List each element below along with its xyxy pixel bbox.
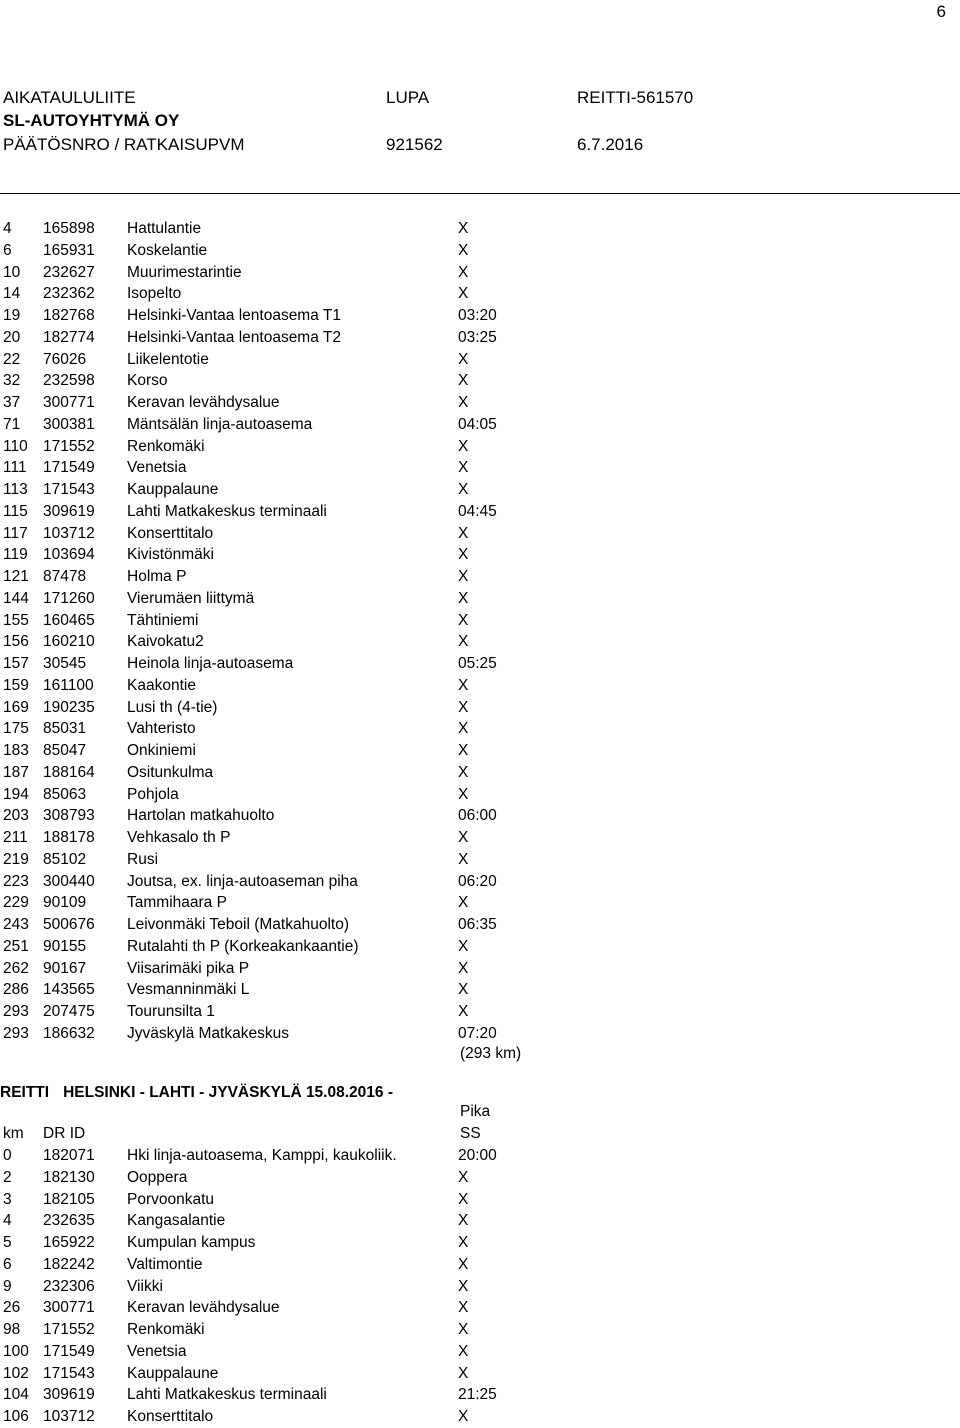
header-decision-number: 921562 (386, 135, 443, 154)
stop-time: X (458, 1277, 469, 1295)
stop-time: 05:25 (458, 655, 497, 672)
table-row (0, 1232, 960, 1254)
route2-heading (0, 1084, 407, 1102)
stop-km: 106 (3, 1408, 29, 1425)
column-header-dr-id: DR ID (43, 1125, 86, 1142)
stop-name: Keravan levähdysalue (127, 1299, 280, 1317)
stop-name: Rutalahti th P (Korkeakankaantie) (127, 937, 359, 955)
route2-title: HELSINKI - LAHTI - JYVÄSKYLÄ 15.08.2016 - (63, 1084, 393, 1101)
table-row (0, 501, 960, 523)
stop-name: Vierumäen liittymä (127, 589, 255, 607)
stop-id: 232306 (43, 1277, 95, 1295)
stop-km: 10 (3, 263, 21, 281)
stop-km: 4 (3, 220, 12, 237)
table-row (0, 1167, 960, 1189)
stop-time: X (458, 1168, 469, 1186)
stop-km: 102 (3, 1364, 29, 1382)
stop-km: 71 (3, 415, 21, 433)
stop-km: 157 (3, 655, 29, 672)
table-row (0, 958, 960, 980)
header-decision-label: PÄÄTÖSNRO / RATKAISUPVM (3, 135, 245, 154)
stop-id: 232598 (43, 372, 95, 390)
stop-time: X (458, 459, 469, 477)
stop-id: 171543 (43, 481, 95, 498)
table-row (0, 697, 960, 719)
stop-km: 156 (3, 633, 29, 651)
stop-name: Keravan levähdysalue (127, 394, 280, 411)
stop-id: 160210 (43, 633, 95, 651)
table-row (0, 1341, 960, 1363)
stop-name: Heinola linja-autoasema (127, 655, 294, 672)
stop-time: X (458, 241, 469, 259)
table-row (0, 784, 960, 806)
table-row (0, 414, 960, 436)
stop-id: 160465 (43, 611, 95, 629)
table-row (0, 653, 960, 675)
stop-id: 232362 (43, 285, 95, 303)
stop-km: 223 (3, 872, 29, 890)
table-row (0, 392, 960, 414)
stop-id: 182105 (43, 1190, 95, 1208)
stop-id: 165931 (43, 241, 95, 259)
table-row (0, 827, 960, 849)
stop-time: X (458, 263, 469, 281)
stop-id: 165898 (43, 220, 95, 237)
stop-km: 113 (3, 481, 28, 498)
stop-time: X (458, 1234, 469, 1251)
stop-km: 98 (3, 1321, 21, 1338)
stop-time: X (458, 785, 469, 803)
table-row (0, 544, 960, 566)
stop-time: X (458, 437, 469, 455)
stop-time: X (458, 720, 469, 738)
stop-name: Mäntsälän linja-autoasema (127, 415, 313, 433)
stop-name: Kaakontie (127, 676, 196, 694)
stop-name: Vahteristo (127, 720, 196, 738)
stop-name: Pohjola (127, 785, 179, 803)
stop-id: 188178 (43, 829, 95, 846)
stop-time: X (458, 1212, 469, 1230)
stop-id: 85063 (43, 785, 87, 803)
stop-km: 121 (3, 568, 29, 585)
stop-km: 6 (3, 241, 12, 259)
stop-time: X (458, 589, 469, 607)
table-row (0, 936, 960, 958)
table-row (0, 1276, 960, 1298)
stop-name: Konserttitalo (127, 524, 214, 542)
stop-km: 2 (3, 1168, 12, 1186)
stop-time: X (458, 1321, 469, 1338)
stop-id: 85031 (43, 720, 87, 738)
table-row (0, 240, 960, 262)
header-divider (0, 193, 960, 194)
stop-time: X (458, 1190, 469, 1208)
stop-km: 6 (3, 1255, 12, 1273)
stop-id: 90167 (43, 959, 87, 977)
stop-time: X (458, 350, 469, 368)
stop-id: 30545 (43, 655, 87, 672)
stop-time: X (458, 937, 469, 955)
stop-id: 161100 (43, 676, 94, 694)
stop-name: Lahti Matkakeskus terminaali (127, 502, 327, 520)
stop-time: X (458, 611, 469, 629)
stop-id: 500676 (43, 916, 95, 933)
stop-km: 219 (3, 850, 29, 868)
table-row (0, 349, 960, 371)
stop-id: 143565 (43, 981, 95, 999)
stop-km: 100 (3, 1342, 29, 1360)
table-row (0, 871, 960, 893)
stop-id: 232635 (43, 1212, 95, 1230)
stop-km: 26 (3, 1299, 21, 1317)
stop-km: 262 (3, 959, 29, 977)
stop-id: 171549 (43, 459, 95, 477)
stop-id: 190235 (43, 698, 95, 716)
stop-time: X (458, 742, 469, 759)
stop-time: X (458, 676, 469, 694)
stop-time: X (458, 546, 469, 564)
stop-id: 165922 (43, 1234, 95, 1251)
stop-km: 194 (3, 785, 29, 803)
table-row (0, 218, 960, 240)
table-row (0, 979, 960, 1001)
column-header-ss: SS (460, 1125, 481, 1142)
table-row (0, 762, 960, 784)
stop-id: 182071 (43, 1147, 95, 1164)
stop-km: 119 (3, 546, 28, 564)
column-header-pika: Pika (460, 1103, 491, 1120)
stop-time: X (458, 894, 469, 912)
stop-id: 188164 (43, 763, 95, 781)
table-row (0, 1406, 960, 1428)
stop-km: 251 (3, 937, 29, 955)
stop-name: Tammihaara P (127, 894, 227, 912)
stop-name: Porvoonkatu (127, 1190, 215, 1208)
stop-time: 04:45 (458, 502, 497, 520)
stop-time: 07:20 (458, 1024, 497, 1042)
stop-name: Kaivokatu2 (127, 633, 204, 651)
stop-id: 182774 (43, 328, 95, 346)
stop-id: 90109 (43, 894, 87, 912)
stop-km: 155 (3, 611, 29, 629)
stop-km: 14 (3, 285, 21, 303)
total-distance: (293 km) (460, 1045, 522, 1062)
stop-id: 186632 (43, 1024, 95, 1042)
stop-time: X (458, 698, 469, 716)
stop-name: Vehkasalo th P (127, 829, 231, 846)
table-row (0, 523, 960, 545)
stop-id: 171552 (43, 1321, 95, 1338)
stop-km: 111 (3, 459, 27, 477)
stop-time: X (458, 285, 469, 303)
stop-name: Konserttitalo (127, 1408, 214, 1425)
table-row (0, 1384, 960, 1406)
table-row (0, 610, 960, 632)
table-row (0, 849, 960, 871)
stop-name: Kivistönmäki (127, 546, 214, 564)
table-row (0, 1001, 960, 1023)
table-row (0, 892, 960, 914)
stop-id: 103712 (43, 524, 95, 542)
stop-time: 04:05 (458, 415, 497, 433)
stop-name: Joutsa, ex. linja-autoaseman piha (127, 872, 358, 890)
stop-km: 3 (3, 1190, 12, 1208)
table-row (0, 1363, 960, 1385)
stop-id: 182130 (43, 1168, 95, 1186)
stop-id: 171260 (43, 589, 95, 607)
stop-time: X (458, 1299, 469, 1317)
stop-name: Koskelantie (127, 241, 208, 259)
stop-time: 03:20 (458, 307, 497, 324)
stop-id: 300381 (43, 415, 95, 433)
stop-km: 5 (3, 1234, 12, 1251)
stop-time: X (458, 220, 469, 237)
stop-id: 76026 (43, 350, 87, 368)
header-decision-date: 6.7.2016 (577, 135, 644, 154)
stop-km: 175 (3, 720, 29, 738)
table-row (0, 1210, 960, 1232)
stop-km: 293 (3, 1024, 29, 1042)
table-row (0, 1145, 960, 1167)
stop-id: 85047 (43, 742, 87, 759)
stop-name: Viikki (127, 1277, 163, 1295)
stop-km: 4 (3, 1212, 12, 1230)
table-row (0, 457, 960, 479)
stop-time: 21:25 (458, 1386, 497, 1404)
stop-name: Hattulantie (127, 220, 202, 237)
table-row (0, 436, 960, 458)
table-row (0, 370, 960, 392)
stop-time: X (458, 981, 469, 999)
stop-name: Onkiniemi (127, 742, 196, 759)
stop-time: X (458, 394, 469, 411)
stop-time: X (458, 1342, 469, 1360)
stop-km: 115 (3, 502, 28, 520)
stop-km: 32 (3, 372, 21, 390)
stop-time: X (458, 763, 469, 781)
stop-km: 187 (3, 763, 29, 781)
stop-name: Lahti Matkakeskus terminaali (127, 1386, 327, 1404)
table-row (0, 479, 960, 501)
stop-time: X (458, 568, 469, 585)
table-row (0, 914, 960, 936)
stop-name: Venetsia (127, 459, 187, 477)
stop-id: 232627 (43, 263, 95, 281)
table-row (0, 631, 960, 653)
stop-km: 37 (3, 394, 21, 411)
table-row (0, 1319, 960, 1341)
stop-km: 243 (3, 916, 29, 933)
table-row (0, 718, 960, 740)
stop-id: 207475 (43, 1003, 95, 1020)
stop-km: 286 (3, 981, 29, 999)
table-row (0, 588, 960, 610)
stop-name: Muurimestarintie (127, 263, 242, 281)
stop-name: Lusi th (4-tie) (127, 698, 218, 716)
stop-id: 308793 (43, 807, 95, 825)
stop-id: 300771 (43, 394, 95, 411)
stop-km: 169 (3, 698, 29, 716)
stop-id: 300771 (43, 1299, 95, 1317)
stop-list-route2 (0, 1145, 960, 1428)
stop-name: Kumpulan kampus (127, 1234, 256, 1251)
stop-name: Helsinki-Vantaa lentoasema T1 (127, 307, 341, 324)
route2-label: REITTI (0, 1084, 50, 1101)
stop-name: Kauppalaune (127, 1364, 219, 1382)
table-row (0, 1297, 960, 1319)
stop-time: X (458, 524, 469, 542)
stop-name: Tähtiniemi (127, 611, 199, 629)
stop-name: Kauppalaune (127, 481, 219, 498)
stop-time: X (458, 829, 469, 846)
stop-name: Liikelentotie (127, 350, 209, 368)
stop-name: Ooppera (127, 1168, 188, 1186)
stop-list-route1 (0, 218, 960, 1045)
stop-km: 159 (3, 676, 29, 694)
stop-name: Kangasalantie (127, 1212, 226, 1230)
header-company: SL-AUTOYHTYMÄ OY (3, 111, 180, 130)
stop-time: X (458, 1408, 469, 1425)
stop-km: 9 (3, 1277, 12, 1295)
stop-time: 20:00 (458, 1147, 497, 1164)
stop-km: 144 (3, 589, 29, 607)
stop-id: 90155 (43, 937, 87, 955)
stop-name: Helsinki-Vantaa lentoasema T2 (127, 328, 341, 346)
stop-name: Korso (127, 372, 168, 390)
stop-km: 117 (3, 524, 28, 542)
stop-name: Hki linja-autoasema, Kamppi, kaukoliik. (127, 1147, 397, 1164)
stop-time: X (458, 850, 469, 868)
stop-km: 104 (3, 1386, 29, 1404)
stop-km: 20 (3, 328, 21, 346)
stop-name: Renkomäki (127, 437, 205, 455)
stop-name: Leivonmäki Teboil (Matkahuolto) (127, 916, 349, 933)
header-route-id: REITTI-561570 (577, 88, 694, 107)
table-row (0, 566, 960, 588)
stop-km: 22 (3, 350, 21, 368)
stop-id: 309619 (43, 502, 95, 520)
stop-name: Hartolan matkahuolto (127, 807, 275, 825)
stop-name: Vesmanninmäki L (127, 981, 250, 999)
table-row (0, 305, 960, 327)
stop-name: Renkomäki (127, 1321, 205, 1338)
stop-km: 203 (3, 807, 29, 825)
stop-name: Jyväskylä Matkakeskus (127, 1024, 289, 1042)
stop-km: 211 (3, 829, 28, 846)
stop-time: X (458, 481, 469, 498)
stop-time: X (458, 372, 469, 390)
stop-id: 171543 (43, 1364, 95, 1382)
stop-name: Tourunsilta 1 (127, 1003, 215, 1020)
stop-id: 300440 (43, 872, 95, 890)
stop-name: Valtimontie (127, 1255, 203, 1273)
table-row (0, 283, 960, 305)
table-row (0, 1254, 960, 1276)
stop-time: X (458, 1003, 469, 1020)
stop-km: 229 (3, 894, 29, 912)
stop-id: 182768 (43, 307, 95, 324)
stop-name: Rusi (127, 850, 159, 868)
stop-time: 03:25 (458, 328, 497, 346)
stop-id: 182242 (43, 1255, 95, 1273)
stop-name: Venetsia (127, 1342, 187, 1360)
stop-id: 309619 (43, 1386, 95, 1404)
stop-time: 06:35 (458, 916, 497, 933)
stop-km: 183 (3, 742, 29, 759)
column-header-km: km (3, 1125, 24, 1142)
stop-time: X (458, 959, 469, 977)
table-row (0, 1189, 960, 1211)
stop-time: 06:20 (458, 872, 497, 890)
header-lupa-label: LUPA (386, 88, 430, 107)
stop-time: X (458, 1255, 469, 1273)
stop-id: 171552 (43, 437, 95, 455)
header-title: AIKATAULULIITE (3, 88, 136, 107)
stop-name: Ositunkulma (127, 763, 214, 781)
page-number: 6 (936, 2, 946, 21)
table-row (0, 262, 960, 284)
stop-id: 85102 (43, 850, 87, 868)
stop-id: 103712 (43, 1408, 95, 1425)
stop-km: 19 (3, 307, 21, 324)
stop-time: X (458, 633, 469, 651)
stop-km: 110 (3, 437, 28, 455)
table-row (0, 1023, 960, 1045)
stop-km: 293 (3, 1003, 29, 1020)
stop-name: Isopelto (127, 285, 182, 303)
stop-name: Holma P (127, 568, 187, 585)
stop-time: X (458, 1364, 469, 1382)
stop-time: 06:00 (458, 807, 497, 825)
stop-id: 103694 (43, 546, 95, 564)
table-row (0, 675, 960, 697)
table-row (0, 805, 960, 827)
stop-id: 171549 (43, 1342, 95, 1360)
stop-id: 87478 (43, 568, 87, 585)
stop-name: Viisarimäki pika P (127, 959, 250, 977)
stop-km: 0 (3, 1147, 12, 1164)
table-row (0, 740, 960, 762)
table-row (0, 327, 960, 349)
